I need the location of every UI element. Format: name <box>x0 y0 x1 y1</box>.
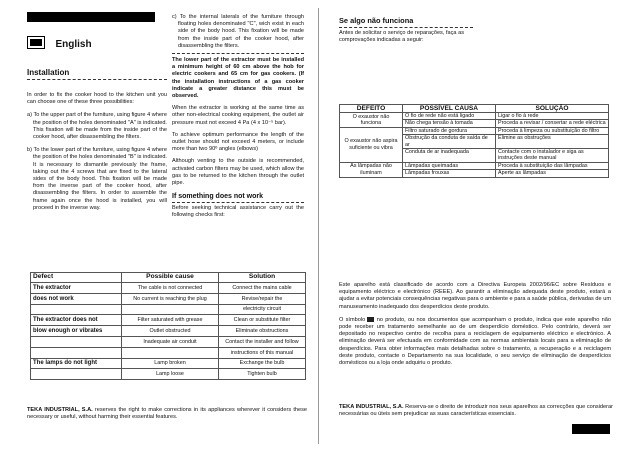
troubleshooting-table-en <box>30 272 306 380</box>
table-cell: O fio de rede não está ligado <box>403 113 496 120</box>
table-cell <box>31 304 122 315</box>
table-row <box>31 283 306 294</box>
table-row <box>340 127 609 134</box>
table-row <box>31 326 306 337</box>
not-work-intro: Before seeking technical assistance carry out the following checks first: <box>172 205 304 219</box>
footer-en <box>27 407 307 421</box>
table-cell: Eliminate obstructions <box>219 326 306 337</box>
table-cell: Não chega tensão à tomada <box>403 120 496 127</box>
language-box-icon <box>27 36 45 49</box>
table-cell: Filter saturated with grease <box>122 315 219 326</box>
installation-item-c: c) To the internal laterals of the furniture through floating holes denominated "C", wich exist in each side of the body hood. This fixation will be made from the inside part of the cooker hood, after disassembling the filters. <box>172 14 304 49</box>
weee-paragraph-2 <box>339 317 611 367</box>
column-divider <box>318 8 319 444</box>
table-row <box>31 347 306 358</box>
table-cell: Lâmpadas queimadas <box>403 162 496 169</box>
pressure-note: When the extractor is working at the same time as other non-electrical cooking equipment, the outlet air pressure must not exceed 4 Pa (4 x 10⁻⁵ bar). <box>172 105 304 126</box>
pt-title-block <box>339 16 473 44</box>
installation-item-a: a) To the upper part of the furniture, using figure 4 where the position of the holes denominated "A" is indicated. This fixation will be made from the inside part of the cooker hood, after disassembling the filters. <box>27 112 167 141</box>
performance-note: To achieve optimum performance the length of the outlet hose should not exceed 4 meters, or include more than two 90º angles (elbows) <box>172 131 304 153</box>
header-black-bar <box>27 12 155 22</box>
table-cell: Clean or substitute filter <box>219 315 306 326</box>
table-cell: Proceda à substituição das lâmpadas <box>496 162 609 169</box>
weee-paragraph-1: Este aparelho está classificado de acordo com a Directiva Europeia 2002/96/EC sobre Resíduos e equipamento eléctrico e electrónico (REEE). Ao garantir a eliminação adequada deste produto, estará a ajudar a evitar potenciais consequências negativas para o ambiente e para a saúde pública, derivadas de um manuseamento inadequado dos desperdícios deste produto. <box>339 282 611 310</box>
installation-intro: In order to fix the cooker hood to the kitchen unit you can choose one of these three possibilities: <box>27 92 167 106</box>
table-cell <box>31 347 122 358</box>
table-cell: Connect the mains cable <box>219 283 306 294</box>
table-cell: blow enough or vibrates <box>31 326 122 337</box>
footer-text-en: reserves the right to make corrections in its appliances wherever it considers these necessary or useful, without harming their essential features. <box>27 407 307 421</box>
footer-pt <box>339 404 613 418</box>
table-cell: Lamp broken <box>122 358 219 369</box>
title-underline <box>27 79 167 80</box>
table-row <box>31 315 306 326</box>
table-cell: No current is reaching the plug <box>122 293 219 304</box>
table-cell: O exaustor não aspira suficiente ou vibra <box>340 127 403 162</box>
table-cell: Obstrução da conduta de saída de ar <box>403 135 496 149</box>
table-cell: Filtro saturado de gordura <box>403 127 496 134</box>
height-warning: The lower part of the extractor must be installed a minimum height of 60 cm above the hob for electric cookers and 65 cm for gas cookers. (If the installation instructions of a gas cooker indicate a greater distance this must be observed. <box>172 57 304 100</box>
table-header-cell: Solution <box>219 273 306 283</box>
table-cell: Exchange the bulb <box>219 358 306 369</box>
not-work-heading: If something does not work <box>172 193 264 201</box>
table-row <box>31 358 306 369</box>
table-cell: Outlet obstructed <box>122 326 219 337</box>
installation-body <box>27 92 167 212</box>
table-row <box>340 113 609 120</box>
table-header-row <box>340 105 609 113</box>
table-cell: Tighten bulb <box>219 369 306 380</box>
table-cell: Elimine as obstruções <box>496 135 609 149</box>
table-cell <box>31 369 122 380</box>
weee-text: no produto, ou nos documentos que acompanham o produto, indica que este aparelho não pode receber um tratamento semelhante ao de um desperdício doméstico. Pelo contrário, deverá ser depositado no respectivo centro de recolha para a reciclagem de equipamento eléctrico e electrónico. A eliminação deverá ser efectuada em conformidade com as normas ambientais locais para a eliminação de desperdícios. Para obter informações mais detalhadas sobre o tratamento, a recuperação e a reciclagem deste produto, contacte o Departamento na sua localidade, o seu serviço de eliminação de desperdícios domésticos ou a loja onde adquiriu o produto. <box>339 316 611 367</box>
installation-heading: Installation <box>27 68 70 77</box>
table-cell: Lamp loose <box>122 369 219 380</box>
table-cell: Conduta de ar inadequada <box>403 149 496 163</box>
table-cell: electricity circuit <box>219 304 306 315</box>
table-cell: instructions of this manual <box>219 347 306 358</box>
troubleshooting-table-pt <box>339 104 609 178</box>
table-row <box>31 293 306 304</box>
installation-item-b: b) To the lower part of the furniture, using figure 4 where the position of the holes denominated "B" is indicated. It is necessary to dismantle previously the frame, taking out the 4 screws that are fixed to the lateral sides of the body hood. This fixation will be made from the inverse part of the cooker hood, after disassembling the filters. In order to assemble the frame again once the hood is installed, you will proceed in the inverse way. <box>27 147 167 211</box>
language-heading <box>27 34 155 52</box>
table-cell: Aperte as lâmpadas <box>496 170 609 177</box>
table-row <box>31 304 306 315</box>
table-header-cell: Possible cause <box>122 273 219 283</box>
table-header-cell: DEFEITO <box>340 105 403 113</box>
section-divider <box>172 53 304 54</box>
language-label: English <box>55 39 92 50</box>
table-cell: As lâmpadas não iluminam <box>340 162 403 177</box>
table-row <box>31 369 306 380</box>
pt-heading: Se algo não funciona <box>339 16 414 25</box>
installation-title <box>27 68 167 80</box>
table-cell <box>31 336 122 347</box>
footer-company-pt: TEKA INDUSTRIAL, S.A. <box>339 404 404 410</box>
middle-column <box>172 14 304 220</box>
table-cell <box>122 347 219 358</box>
table-header-cell: POSSÍVEL CAUSA <box>403 105 496 113</box>
table-header-cell: Defect <box>31 273 122 283</box>
pt-title-underline <box>339 27 473 28</box>
table-header-row <box>31 273 306 283</box>
table-row <box>340 162 609 169</box>
table-cell: does not work <box>31 293 122 304</box>
filters-note: Although venting to the outside is recommended, activated carbon filters may be used, which allow the gas to be returned to the kitchen through the outlet pipe. <box>172 158 304 187</box>
table-cell: The lamps do not light <box>31 358 122 369</box>
weee-prefix: O símbolo <box>339 316 366 323</box>
table-cell: Proceda a revisar / consertar a rede eléctrica <box>496 120 609 127</box>
pt-intro: Antes de solicitar o serviço de reparações, faça as comprovações indicadas a seguir: <box>339 30 464 44</box>
table-cell <box>122 304 219 315</box>
table-cell: Revise/repair the <box>219 293 306 304</box>
footer-company-en: TEKA INDUSTRIAL, S.A. <box>27 407 93 413</box>
table-cell: Contact the installer and follow <box>219 336 306 347</box>
table-cell: The cable is not connected <box>122 283 219 294</box>
table-cell: Proceda à limpeza ou substituição do filtro <box>496 127 609 134</box>
footer-black-bar <box>572 424 610 434</box>
table-cell: Ligar o fio à rede <box>496 113 609 120</box>
table-header-cell: SOLUÇÃO <box>496 105 609 113</box>
table-cell: O exaustor não funciona <box>340 113 403 128</box>
table-cell: The extractor does not <box>31 315 122 326</box>
table-cell: Inadequate air conduit <box>122 336 219 347</box>
footer-text-pt: Reserva-se o direito de introduzir nos seus aparelhos as correcções que considerar necessárias ou úteis sem prejudicar as suas características essenciais. <box>339 404 613 418</box>
table-cell: Lâmpadas frouxas <box>403 170 496 177</box>
table-cell: Contacte com o instalador e siga as instruções deste manual <box>496 149 609 163</box>
table-row <box>31 336 306 347</box>
not-work-underline <box>172 202 304 203</box>
weee-section <box>339 282 611 367</box>
table-cell: The extractor <box>31 283 122 294</box>
